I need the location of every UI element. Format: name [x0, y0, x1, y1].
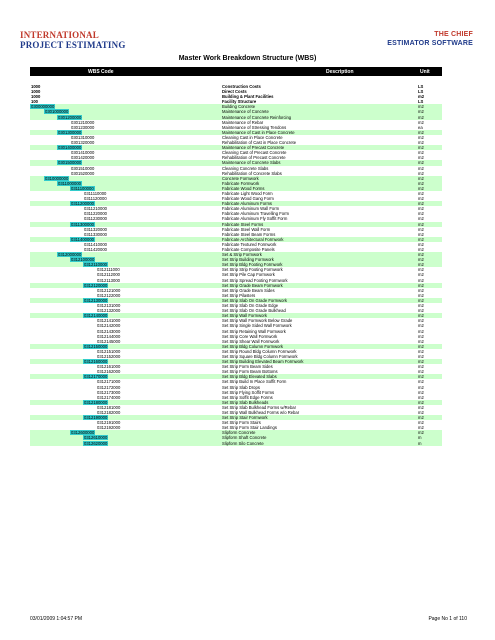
description-cell: Fabricate Wood Forms	[222, 185, 265, 191]
header-description: Description	[326, 68, 354, 75]
unit-cell: m2	[418, 425, 424, 431]
unit-cell: m2	[418, 114, 424, 120]
wbs-code-cell: 0312174000	[97, 394, 121, 400]
description-cell: Maintenance of Concrete Reinforcing	[222, 114, 292, 120]
description-cell: Set Strip Bldg Footing Formwork	[222, 262, 283, 268]
wbs-code-cell: 0301320000	[71, 140, 95, 146]
description-cell: Set Strip Slab On Grade Formwork	[222, 297, 287, 303]
wbs-code-cell: 0312111000	[97, 267, 120, 273]
footer-page-number: Page No 1 of 110	[428, 616, 467, 622]
description-cell: Set Strip Form Beam Sides	[222, 364, 273, 370]
wbs-code-cell: 0312191000	[97, 420, 121, 426]
description-cell: Maintenance of Concrete Slabs	[222, 160, 281, 166]
unit-cell: m2	[418, 328, 424, 334]
wbs-code-cell: 0310000000	[45, 175, 69, 181]
unit-cell: m2	[418, 145, 424, 151]
description-cell: Set Strip Form Beam Bottoms	[222, 369, 278, 375]
description-cell: Fabricate Light Wood Form	[222, 190, 273, 196]
description-cell: Building Concrete	[222, 104, 256, 110]
description-cell: Set Strip Flying Soffit Forms	[222, 389, 275, 395]
unit-cell: LS	[418, 89, 424, 95]
unit-cell: m2	[418, 150, 424, 156]
wbs-code-cell: 0312100000	[71, 257, 95, 263]
description-cell: Set Strip Round Bldg Column Formwork	[222, 348, 297, 354]
wbs-code-cell: 0312121000	[97, 287, 121, 293]
wbs-code-cell: 0311220000	[84, 211, 107, 217]
wbs-code-cell: 0312144000	[97, 333, 121, 339]
description-cell: Fabricate Textured Formwork	[222, 241, 277, 247]
unit-cell: m2	[418, 175, 424, 181]
wbs-code-cell: 0311100000	[71, 185, 94, 191]
header-wbs-code: WBS Code	[88, 68, 114, 75]
wbs-code-cell: 0301420000	[71, 155, 95, 161]
description-cell: Fabricate Aluminum Wall Form	[222, 206, 280, 212]
unit-cell: m2	[418, 221, 424, 227]
wbs-code-cell: 0312142000	[97, 323, 121, 329]
description-cell: Set Strip Wall Bulkhead Forms w/o Rebar	[222, 410, 300, 415]
unit-cell: m2	[418, 292, 424, 298]
unit-cell: m2	[418, 267, 424, 273]
unit-cell: m2	[418, 338, 424, 344]
description-cell: Facility Structure	[222, 99, 257, 105]
wbs-code-cell: 0312141000	[97, 318, 121, 324]
wbs-code-cell: 0311230000	[84, 216, 107, 222]
wbs-code-cell: 0311420000	[84, 247, 107, 252]
international-project-estimating-logo	[20, 30, 130, 50]
wbs-code-cell: 0312000000	[58, 252, 82, 258]
description-cell: Set Strip Pile Cap Formwork	[222, 272, 275, 278]
wbs-code-cell: 0312145000	[97, 338, 121, 344]
description-cell: Set Strip Strip Footing Formwork	[222, 267, 283, 273]
description-cell: Cleaning Concrete Slabs	[222, 165, 269, 171]
unit-cell: m2	[418, 252, 424, 258]
description-cell: Set Strip Pilasters	[222, 292, 256, 298]
unit-cell: m2	[418, 247, 424, 252]
wbs-code-cell: 0312113000	[97, 277, 120, 283]
unit-cell: m2	[418, 140, 424, 146]
description-cell: Set Strip Single Sided Wall Formwork	[222, 323, 292, 329]
unit-cell: m2	[418, 303, 424, 309]
unit-cell: m2	[418, 282, 424, 288]
description-cell: Set Strip Slab On Grade Bulkhead	[222, 308, 286, 314]
description-cell: Set Strip Wall Formwork Below Grade	[222, 318, 293, 324]
unit-cell: m2	[418, 297, 424, 303]
wbs-code-cell: 0312190000	[84, 415, 108, 421]
description-cell: Slipform Concrete	[222, 430, 256, 436]
wbs-code-cell: 0312150000	[84, 343, 108, 349]
description-cell: Set Strip Grade Beam Formwork	[222, 282, 283, 288]
wbs-code-cell: 0312180000	[84, 399, 108, 405]
description-cell: Fabricate Architectural Formwork	[222, 236, 284, 242]
description-cell: Set Strip Core Wall Formwork	[222, 333, 278, 339]
unit-cell: m2	[418, 180, 424, 186]
wbs-code-cell: 1000	[31, 84, 41, 89]
description-cell: Cleaning Cast of Precast Concrete	[222, 150, 287, 156]
unit-cell: m2	[418, 410, 424, 415]
unit-cell: m2	[418, 318, 424, 324]
wbs-code-cell: 0301520000	[71, 170, 95, 176]
wbs-code-cell: 0312112000	[97, 272, 120, 278]
description-cell: Set Strip Slab Bulkheads	[222, 399, 269, 405]
logo-left-line-2: PROJECT ESTIMATING	[20, 40, 126, 50]
logo-left-line-1: INTERNATIONAL	[20, 30, 99, 40]
description-cell: Direct Costs	[222, 89, 247, 95]
wbs-code-cell: 0312143000	[97, 328, 121, 334]
description-cell: Fabricate Aluminum Fly Soffit Form	[222, 216, 288, 222]
description-cell: Rehabilitation of Cast in Place Concrete	[222, 140, 297, 146]
unit-cell: m2	[418, 287, 424, 293]
description-cell: Maintenance of Cast in Place Concrete	[222, 129, 295, 135]
description-cell: Set Strip Stair Formwork	[222, 415, 268, 421]
description-cell: Building & Plant Facilities	[222, 94, 274, 100]
unit-cell: m2	[418, 134, 424, 140]
wbs-code-cell: 0312171000	[97, 379, 121, 385]
unit-cell: m2	[418, 333, 424, 339]
description-cell: Fabricate Aluminum Forms	[222, 201, 273, 207]
description-cell: Fabricate Steel Beam Forms	[222, 231, 276, 237]
unit-cell: m2	[418, 170, 424, 176]
description-cell: Set Strip Square Bldg Column Formwork	[222, 353, 298, 359]
description-cell: Set Strip Soffit Edge Forms	[222, 394, 273, 400]
wbs-code-cell: 0311400000	[71, 236, 94, 242]
chief-estimator-logo	[373, 30, 473, 48]
wbs-table	[30, 84, 442, 446]
unit-cell: m2	[418, 313, 424, 319]
wbs-code-cell: 0311110000	[84, 190, 107, 196]
description-cell: Set Strip Grade Beam Sides	[222, 287, 275, 293]
description-cell: Set Strip Building Elevated Beam Formwork	[222, 359, 304, 365]
wbs-code-cell: 0312170000	[84, 374, 108, 380]
description-cell: Fabricate Wood Gang Form	[222, 196, 274, 202]
description-cell: Fabricate Steel Forms	[222, 221, 264, 227]
unit-cell: m	[418, 440, 422, 446]
header-unit: Unit	[420, 68, 430, 75]
unit-cell: m2	[418, 160, 424, 166]
description-cell: Maintenance of Concrete	[222, 109, 269, 115]
unit-cell: m2	[418, 206, 424, 212]
unit-cell: m2	[418, 323, 424, 329]
wbs-code-cell: 0301200000	[58, 114, 82, 120]
description-cell: Set Strip Building Formwork	[222, 257, 274, 263]
description-cell: Slipform Silo Concrete	[222, 440, 264, 446]
unit-cell: m2	[418, 404, 424, 410]
unit-cell: m2	[418, 272, 424, 278]
description-cell: Set Strip Build In Place Soffit Form	[222, 379, 287, 385]
unit-cell: m2	[418, 379, 424, 385]
wbs-code-cell: 0311330000	[84, 231, 107, 237]
description-cell: Slipform Shaft Concrete	[222, 435, 267, 441]
unit-cell: m2	[418, 257, 424, 263]
description-cell: Rehabilitation of Concrete Slabs	[222, 170, 282, 176]
unit-cell: m2	[418, 348, 424, 354]
wbs-code-cell: 0312182000	[97, 410, 121, 415]
unit-cell: m2	[418, 369, 424, 375]
wbs-code-cell: 0312181000	[97, 404, 121, 410]
description-cell: Set & Strip Formwork	[222, 252, 262, 258]
wbs-code-cell: 0312130000	[84, 297, 108, 303]
unit-cell: m2	[418, 389, 424, 395]
wbs-code-cell: 0301310000	[71, 134, 95, 140]
description-cell: Construction Costs	[222, 84, 261, 89]
wbs-code-cell: 0312131000	[97, 303, 121, 309]
unit-cell: m2	[418, 165, 424, 171]
unit-cell: m2	[418, 364, 424, 370]
unit-cell: m2	[418, 353, 424, 359]
wbs-code-cell: 0312122000	[97, 292, 121, 298]
table-row	[30, 441, 442, 446]
wbs-code-cell: 0312161000	[97, 364, 121, 370]
footer-timestamp: 03/01/2009 1:04:57 PM	[30, 616, 82, 622]
description-cell: Fabricate Steel Wall Form	[222, 226, 271, 232]
wbs-code-cell: 0312192000	[97, 425, 121, 431]
unit-cell: m2	[418, 420, 424, 426]
unit-cell: m2	[418, 374, 424, 380]
wbs-code-cell: 0311410000	[84, 241, 107, 247]
wbs-code-cell: 0312151000	[97, 348, 121, 354]
unit-cell: m2	[418, 430, 424, 436]
wbs-code-cell: 0301510000	[71, 165, 95, 171]
description-cell: Set Strip Form Stairs	[222, 420, 261, 426]
wbs-code-cell: 0311300000	[71, 221, 94, 227]
description-cell: Set Strip Shear Wall Formwork	[222, 338, 280, 344]
logo-right-line-1: THE CHIEF	[434, 31, 473, 38]
wbs-code-cell: 0301230000	[71, 124, 95, 130]
wbs-code-cell: 0301300000	[58, 129, 82, 135]
description-cell: Rehabilitation of Precast Concrete	[222, 155, 286, 161]
description-cell: Set Strip Wall Formwork	[222, 313, 267, 319]
wbs-code-cell: 0301410000	[71, 150, 95, 156]
wbs-code-cell: 0301000000	[45, 109, 69, 115]
description-cell: Maintenance of Rebar	[222, 119, 264, 125]
unit-cell: m2	[418, 190, 424, 196]
unit-cell: ea	[418, 124, 423, 130]
unit-cell: m2	[418, 241, 424, 247]
unit-cell: m2	[418, 394, 424, 400]
unit-cell: m2	[418, 94, 425, 100]
unit-cell: m2	[418, 119, 424, 125]
wbs-code-cell: 0311210000	[84, 206, 107, 212]
report-title: Master Work Breakdown Structure (WBS)	[178, 55, 317, 62]
wbs-code-cell: 0312160000	[84, 359, 108, 365]
unit-cell: LS	[418, 84, 424, 89]
wbs-code-cell: 0311200000	[71, 201, 94, 207]
wbs-code-cell: 0312600000	[71, 430, 95, 436]
unit-cell: m2	[418, 216, 424, 222]
wbs-code-cell: 0301210000	[71, 119, 95, 125]
unit-cell: m2	[418, 226, 424, 232]
unit-cell: m2	[418, 211, 424, 217]
wbs-code-cell: 1000	[31, 89, 41, 95]
unit-cell: m2	[418, 343, 424, 349]
wbs-code-cell: 0301400000	[58, 145, 82, 151]
wbs-code-cell: 0311320000	[84, 226, 107, 232]
unit-cell: m2	[418, 359, 424, 365]
unit-cell: m2	[418, 129, 424, 135]
description-cell: Set Strip Form Stair Landings	[222, 425, 277, 431]
description-cell: Cleaning Cast in Place Concrete	[222, 134, 283, 140]
unit-cell: m2	[418, 109, 424, 115]
unit-cell: m2	[418, 415, 424, 421]
unit-cell: m2	[418, 308, 424, 314]
description-cell: Fabricate Aluminum Travelling Form	[222, 211, 290, 217]
description-cell: Maintenance of Stressing Tendons	[222, 124, 287, 130]
unit-cell: m2	[418, 399, 424, 405]
logo-right-line-2: ESTIMATOR SOFTWARE	[387, 40, 473, 47]
unit-cell: m2	[418, 155, 424, 161]
wbs-code-cell: 0312173000	[97, 389, 121, 395]
unit-cell: m2	[418, 201, 424, 207]
unit-cell: m2	[418, 262, 424, 268]
unit-cell: m2	[418, 231, 424, 237]
description-cell: Set Strip Slab Drops	[222, 384, 260, 390]
description-cell: Set Strip Bldg Column Formwork	[222, 343, 283, 349]
unit-cell: LS	[418, 99, 424, 105]
description-cell: Set Strip Slab Bulkhead Forms w/Rebar	[222, 404, 297, 410]
wbs-code-cell: 0312172000	[97, 384, 121, 390]
unit-cell: m2	[418, 236, 424, 242]
wbs-code-cell: 0312610000	[84, 435, 108, 441]
wbs-code-cell: 0312140000	[84, 313, 108, 319]
wbs-code-cell: 0312110000	[84, 262, 107, 268]
wbs-code-cell: 0300000000	[31, 104, 55, 110]
description-cell: Maintenance of Precast Concrete	[222, 145, 285, 151]
wbs-code-cell: 0312152000	[97, 353, 121, 359]
unit-cell: m2	[418, 384, 424, 390]
table-header	[30, 67, 442, 76]
wbs-code-cell: 0311000000	[58, 180, 81, 186]
wbs-code-cell: 100	[31, 99, 38, 105]
unit-cell: m	[418, 435, 422, 441]
unit-cell: m2	[418, 104, 424, 110]
description-cell: Set Strip Spread Footing Formwork	[222, 277, 288, 283]
unit-cell: m2	[418, 196, 424, 202]
wbs-code-cell: 0311120000	[84, 196, 107, 202]
description-cell: Fabricate Formwork	[222, 180, 260, 186]
description-cell: Concrete Formwork	[222, 175, 259, 181]
description-cell: Set Strip Slab On Grade Edge	[222, 303, 279, 309]
wbs-code-cell: 0312120000	[84, 282, 108, 288]
unit-cell: m2	[418, 185, 424, 191]
wbs-code-cell: 0312620000	[84, 440, 108, 446]
description-cell: Set Strip Retaining Wall Formwork	[222, 328, 286, 334]
description-cell: Set Strip Bldg Elevated Slabs	[222, 374, 277, 380]
unit-cell: m2	[418, 277, 424, 283]
wbs-code-cell: 0312132000	[97, 308, 121, 314]
description-cell: Fabricate Composite Panels	[222, 247, 275, 252]
wbs-code-cell: 1000	[31, 94, 41, 100]
wbs-code-cell: 0301500000	[58, 160, 82, 166]
wbs-code-cell: 0312162000	[97, 369, 121, 375]
